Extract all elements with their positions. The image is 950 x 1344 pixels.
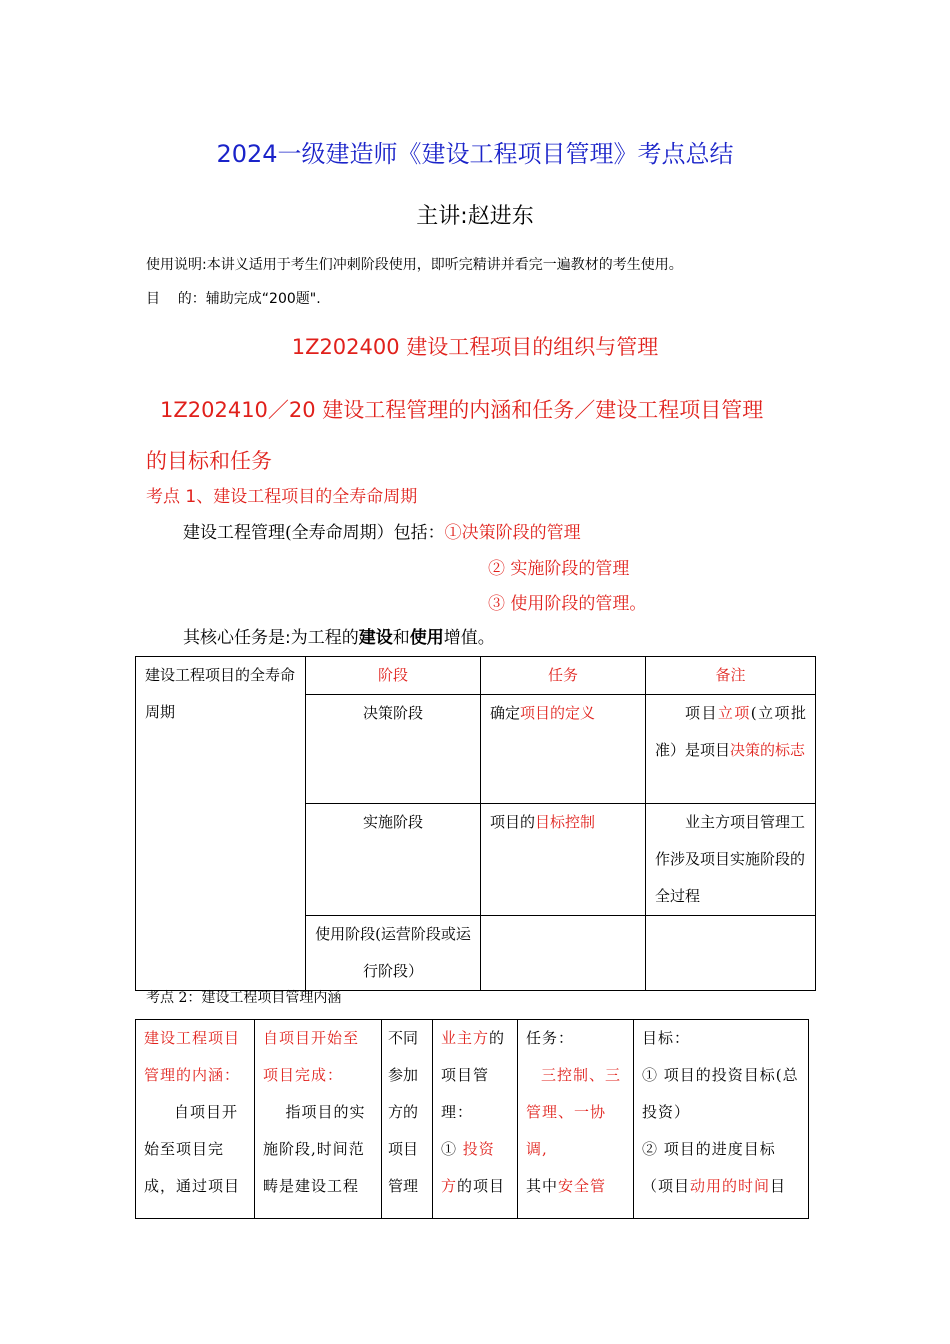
parties-cell: 不同参加方的项目管理 (382, 1020, 433, 1219)
task-cell: 任务： 三控制、三管理、一协调, 其中安全管 (518, 1020, 634, 1219)
usage-note: 使用说明:本讲义适用于考生们冲刺阶段使用，即听完精讲并看完一遍教材的考生使用。 (146, 257, 683, 273)
core-task-use: 使用 (409, 628, 444, 648)
core-task (183, 623, 495, 648)
task-cell: 确定项目的定义 (481, 695, 646, 804)
table-row (136, 657, 816, 695)
point2-heading: 考点 2：建设工程项目管理内涵 (146, 990, 342, 1006)
stage-cell: 实施阶段 (306, 804, 481, 916)
note-cell: 业主方项目管理工作涉及项目实施阶段的全过程 (646, 804, 816, 916)
task-cell: 项目的目标控制 (481, 804, 646, 916)
goal-cell: 目标： ① 项目的投资目标(总投资） ② 项目的进度目标（项目动用的时间目 (634, 1020, 809, 1219)
task-cell (481, 916, 646, 991)
subsection-title-continued: 的目标和任务 (146, 449, 272, 473)
lifecycle-intro (183, 518, 581, 543)
stage-1: ①决策阶段的管理 (444, 523, 581, 543)
col-note-header: 备注 (646, 657, 816, 695)
col-stage-header: 阶段 (306, 657, 481, 695)
col-task-header: 任务 (481, 657, 646, 695)
stage-3: ③ 使用阶段的管理。 (488, 594, 647, 614)
stage-cell: 决策阶段 (306, 695, 481, 804)
point1-heading: 考点 1、建设工程项目的全寿命周期 (146, 487, 418, 507)
stage-2: ② 实施阶段的管理 (488, 559, 630, 579)
lifecycle-table (135, 656, 816, 991)
document-title: 2024一级建造师《建设工程项目管理》考点总结 (216, 140, 734, 168)
core-task-build: 建设 (358, 628, 393, 648)
note-cell (646, 916, 816, 991)
purpose-note: 目 的：辅助完成“200题". (146, 291, 321, 307)
note-cell: 项目立项(立项批准）是项目决策的标志 (646, 695, 816, 804)
owner-cell: 业主方的项目管理： ① 投资方的项目 (433, 1020, 518, 1219)
lifecycle-row-header: 建设工程项目的全寿命周期 (136, 657, 306, 991)
implementation-cell: 自项目开始至项目完成： 指项目的实施阶段,时间范畴是建设工程 (255, 1020, 382, 1219)
connotation-cell: 建设工程项目管理的内涵： 自项目开始至项目完成，通过项目 (136, 1020, 255, 1219)
core-task-prefix: 其核心任务是:为工程的 (183, 628, 359, 648)
core-task-and: 和 (392, 628, 410, 648)
section-title: 1Z202400 建设工程项目的组织与管理 (291, 335, 659, 359)
lifecycle-intro-prefix: 建设工程管理(全寿命周期）包括： (183, 523, 445, 543)
stage-cell: 使用阶段(运营阶段或运行阶段） (306, 916, 481, 991)
subsection-title: 1Z202410／20 建设工程管理的内涵和任务／建设工程项目管理 (160, 398, 764, 422)
table-row (136, 1020, 809, 1219)
core-task-suffix: 增值。 (443, 628, 495, 648)
lecturer-name: 主讲:赵进东 (416, 204, 534, 229)
connotation-table (135, 1019, 809, 1219)
